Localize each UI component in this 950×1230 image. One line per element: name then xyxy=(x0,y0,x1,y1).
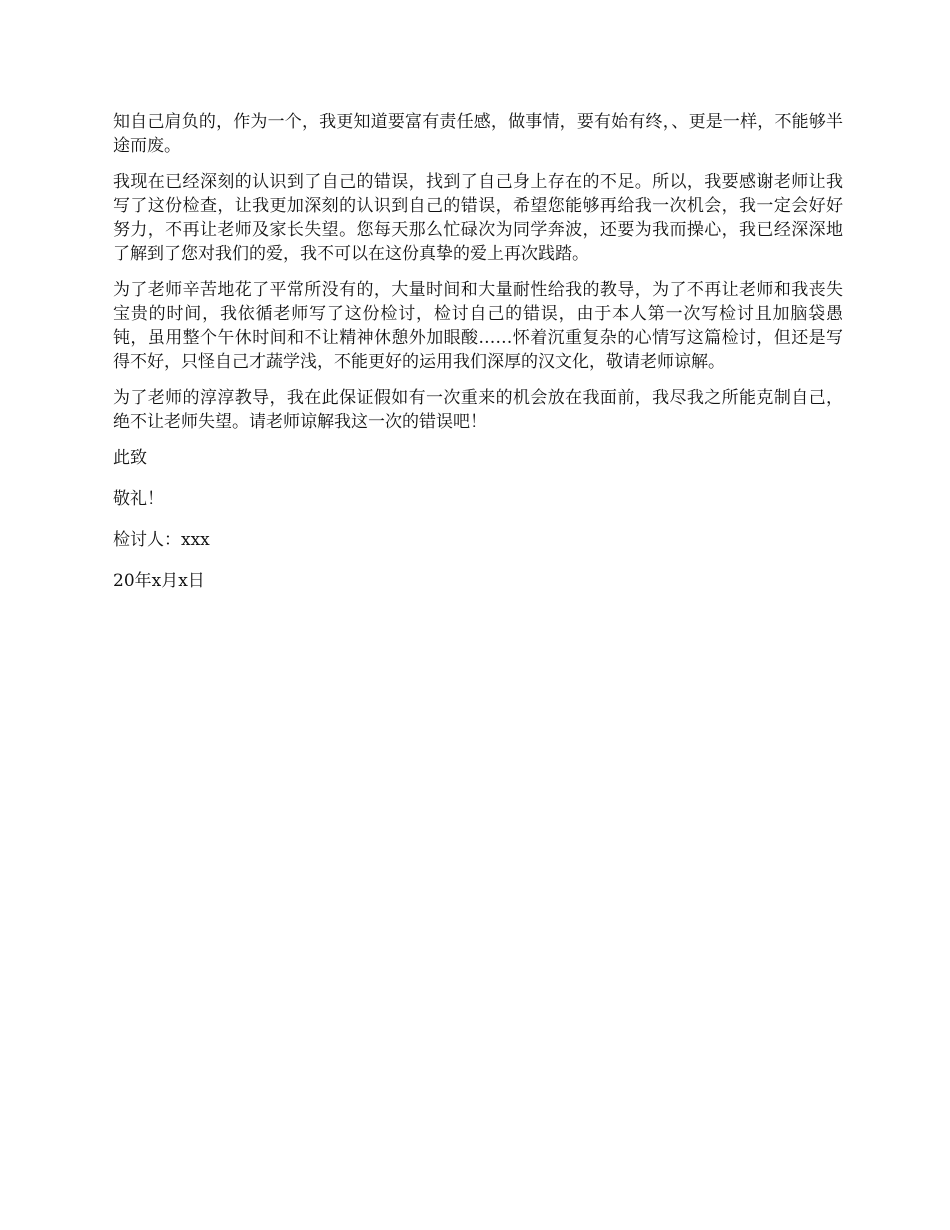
paragraph-3: 为了老师辛苦地花了平常所没有的，大量时间和大量耐性给我的教导，为了不再让老师和我丧失宝贵的时间，我依循老师写了这份检讨，检讨自己的错误，由于本人第一次写检讨且加脑袋愚钝，虽用整个午休时间和不让精神休憩外加眼酸……怀着沉重复杂的心情写这篇检讨，但还是写得不好，只怪自己才蔬学浅，不能更好的运用我们深厚的汉文化，敬请老师谅解。 xyxy=(113,280,843,372)
date-line: 20年x月x日 xyxy=(113,571,205,591)
salute-line: 敬礼！ xyxy=(113,489,164,509)
document-page xyxy=(113,110,843,610)
paragraph-1: 知自己肩负的，作为一个，我更知道要富有责任感，做事情，要有始有终，、更是一样，不能够半途而废。 xyxy=(113,112,843,156)
paragraph-4: 为了老师的淳淳教导，我在此保证假如有一次重来的机会放在我面前，我尽我之所能克制自己，绝不让老师失望。请老师谅解我这一次的错误吧！ xyxy=(113,388,843,432)
signer-line: 检讨人：xxx xyxy=(113,530,210,550)
paragraph-2: 我现在已经深刻的认识到了自己的错误，找到了自己身上存在的不足。所以，我要感谢老师让我写了这份检查，让我更加深刻的认识到自己的错误，希望您能够再给我一次机会，我一定会好好努力，不再让老师及家长失望。您每天那么忙碌次为同学奔波，还要为我而操心，我已经深深地了解到了您对我们的爱，我不可以在这份真挚的爱上再次践踏。 xyxy=(113,172,843,264)
closing-line: 此致 xyxy=(113,448,147,468)
